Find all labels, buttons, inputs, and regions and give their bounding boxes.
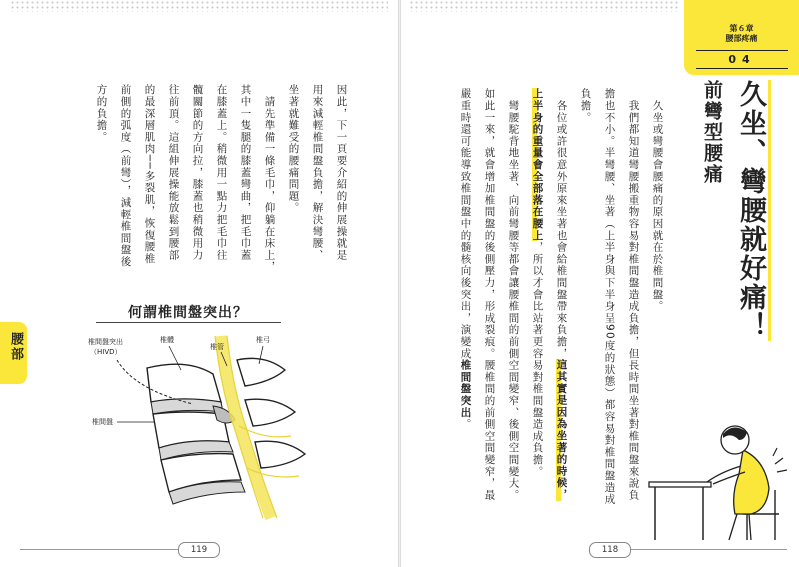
highlighted-text: 上半身的重量會全部落在腰上 <box>531 88 544 242</box>
body-column <box>530 88 545 477</box>
label-hernia-abbr: （HIVD） <box>90 348 122 356</box>
left-page <box>0 0 398 567</box>
body-column: 負擔。 <box>579 88 592 124</box>
chapter-label: 第６章 <box>729 24 754 33</box>
body-column <box>458 88 473 430</box>
body-text: 各位或許很意外原來坐著也會給椎間盤帶來負擔， <box>555 88 568 360</box>
page-number: 118 <box>589 542 631 558</box>
label-hernia: 椎間盤突出 <box>88 338 123 346</box>
body-column: 擔也不小。半彎腰、坐著（上半身與下半身呈90度的狀態）都容易對椎間盤造成 <box>603 88 616 506</box>
body-column: 前側的弧度（前彎），減輕椎間盤後 <box>119 84 132 268</box>
chapter-header-tab <box>684 0 799 75</box>
body-column: 髖關節的方向拉，膝蓋也稍微用力 <box>191 84 204 261</box>
highlighted-text: 這其實是因為坐著的時候， <box>555 359 568 502</box>
body-column: 因此，下一頁要介紹的伸展操就是 <box>335 84 348 261</box>
body-text: 。 <box>459 418 472 431</box>
body-column: 如此一來，就會增加椎間盤的後側壓力，形成裂痕。腰椎間的前側空間變窄，最 <box>483 88 496 501</box>
body-column: 在膝蓋上。稍微用一點力把毛巾往 <box>215 84 228 261</box>
body-column: 方的負擔。 <box>95 84 108 143</box>
spine-illustration <box>95 330 320 520</box>
section-subtitle: 前彎型腰痛 <box>701 80 723 185</box>
body-text: ，所以才會比站著更容易對椎間盤造成負擔。 <box>531 241 544 478</box>
body-column: 往前頂。這組伸展操能放鬆到腰部 <box>167 84 180 261</box>
section-side-tab <box>0 322 27 384</box>
label-disc: 椎間盤 <box>92 418 113 426</box>
person-bending-illustration <box>647 410 797 545</box>
body-column: 用來減輕椎間盤負擔，解決彎腰、 <box>311 84 324 261</box>
bold-term: 椎間盤突出 <box>459 359 472 419</box>
dotted-header-strip <box>10 0 388 12</box>
body-column <box>554 88 569 501</box>
section-title: 久坐、彎腰就好痛！ <box>734 80 771 341</box>
body-column: 請先準備一條毛巾，仰躺在床上， <box>263 84 276 273</box>
side-tab-label: 腰部 <box>8 332 23 362</box>
label-vertebral-body: 椎體 <box>160 336 174 344</box>
body-text: 嚴重時還可能導致椎間盤中的髓核向後突出，演變成 <box>459 88 472 360</box>
label-spinal-canal: 椎管 <box>210 343 224 351</box>
label-vertebral-arch: 椎弓 <box>256 336 270 344</box>
body-column: 我們都知道彎腰搬重物容易對椎間盤造成負擔，但長時間坐著對椎間盤來說負 <box>627 88 640 501</box>
body-column: 坐著就難受的腰痛問題。 <box>287 84 300 214</box>
chapter-title: 腰部疼痛 <box>725 34 758 43</box>
body-column: 久坐或彎腰會腰痛的原因就在於椎間盤。 <box>651 88 664 313</box>
body-column: 其中一隻腿的膝蓋彎曲，把毛巾蓋 <box>239 84 252 261</box>
page-number: 119 <box>178 542 220 558</box>
figure-title-rule <box>96 322 281 323</box>
figure-title: 何謂椎間盤突出？ <box>128 305 248 321</box>
body-column: 彎腰駝背地坐著、向前彎腰等都會讓腰椎間的前側空間變窄、後側空間變大。 <box>507 88 520 501</box>
section-number: 04 <box>696 50 788 69</box>
body-column: 的最深層肌肉──多裂肌，恢復腰椎 <box>143 84 156 265</box>
dotted-header-strip <box>409 0 679 12</box>
